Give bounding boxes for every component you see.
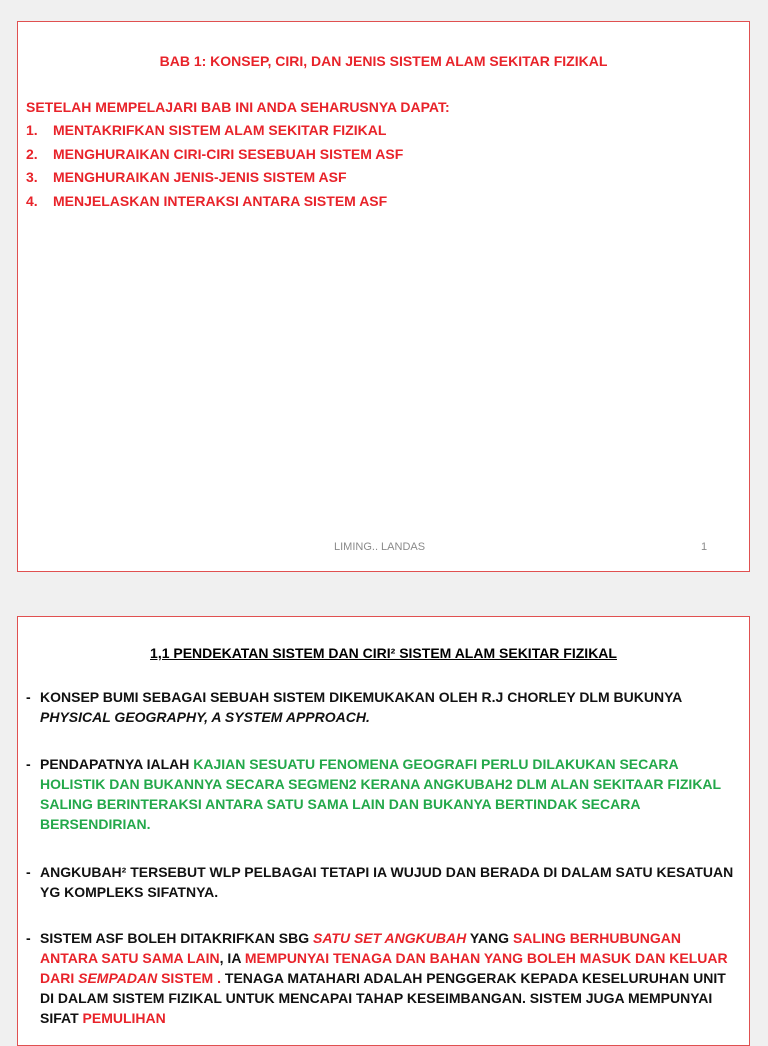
slide-footer: LIMING.. LANDAS [334,541,426,553]
objective-item: 1. MENTAKRIFKAN SISTEM ALAM SEKITAR FIZIKAL [26,122,387,138]
page-number: 1 [701,541,708,553]
bullet-marker: - [26,864,31,880]
book-title: PHYSICAL GEOGRAPHY, A SYSTEM APPROACH. [40,709,370,725]
bullet-point: - ANGKUBAH² TERSEBUT WLP PELBAGAI TETAPI IA WUJUD DAN BERADA DI DALAM SATU KESATUAN YG KOMPLEKS SIFATNYA. [26,864,734,900]
slide-1 [17,21,750,572]
highlight-red: PEMULIHAN [82,1010,166,1026]
highlight-red: SATU SET ANGKUBAH [313,930,467,946]
objectives-list [26,121,403,215]
highlight-red: SEMPADAN [78,970,158,986]
bullet-point: - SISTEM ASF BOLEH DITAKRIFKAN SBG SATU SET ANGKUBAH YANG SALING BERHUBUNGAN ANTARA SATU SAMA LAIN, IA MEMPUNYAI TENAGA DAN BAHAN YANG BOLEH MASUK DAN KELUAR DARI SEMPADAN SISTEM . TENAGA MATAHARI ADALAH PENGGERAK KEPADA KESELURUHAN UNIT DI DALAM SISTEM FIZIKAL UNTUK MENCAPAI TAHAP KESEIMBANGAN. SISTEM JUGA MEMPUNYAI SIFAT PEMULIHAN [26,930,728,1026]
objective-item: 2. MENGHURAIKAN CIRI-CIRI SESEBUAH SISTEM ASF [26,145,404,162]
highlight-red: MEMPUNYAI TENAGA DAN BAHAN YANG BOLEH MASUK DAN KELUAR DARI [40,950,728,986]
objective-item: 4. MENJELASKAN INTERAKSI ANTARA SISTEM ASF [26,192,388,209]
section-heading: 1,1 PENDEKATAN SISTEM DAN CIRI² SISTEM ALAM SEKITAR FIZIKAL [150,645,617,661]
bullet-marker: - [26,756,31,772]
slide-2 [17,616,750,1046]
objectives-intro: SETELAH MEMPELAJARI BAB INI ANDA SEHARUSNYA DAPAT: [26,99,450,115]
bullet-point: - KONSEP BUMI SEBAGAI SEBUAH SISTEM DIKEMUKAKAN OLEH R.J CHORLEY DLM BUKUNYA PHYSICAL GEOGRAPHY, A SYSTEM APPROACH. [26,689,682,725]
objective-item: 3. MENGHURAIKAN JENIS-JENIS SISTEM ASF [26,169,347,185]
bullet-marker: - [26,689,31,705]
highlight-red: SALING BERHUBUNGAN ANTARA SATU SAMA LAIN [40,930,681,966]
bullet-point: - PENDAPATNYA IALAH KAJIAN SESUATU FENOMENA GEOGRAFI PERLU DILAKUKAN SECARA HOLISTIK DAN BUKANNYA SECARA SEGMEN2 KERANA ANGKUBAH2 DLM ALAN SEKITAAR FIZIKAL SALING BERINTERAKSI ANTARA SATU SAMA LAIN DAN BUKANYA BERTINDAK SECARA BERSENDIRIAN. [26,756,721,832]
bullet-marker: - [26,930,31,946]
highlight-green: KAJIAN SESUATU FENOMENA GEOGRAFI PERLU DILAKUKAN SECARA HOLISTIK DAN BUKANNYA SECARA SEGMEN2 KERANA ANGKUBAH2 DLM ALAN SEKITAAR FIZIKAL SALING BERINTERAKSI ANTARA SATU SAMA LAIN DAN BUKANYA BERTINDAK SECARA BERSENDIRIAN. [40,756,721,832]
highlight-red: SISTEM . [157,970,221,986]
chapter-title: BAB 1: KONSEP, CIRI, DAN JENIS SISTEM ALAM SEKITAR FIZIKAL [159,53,608,69]
